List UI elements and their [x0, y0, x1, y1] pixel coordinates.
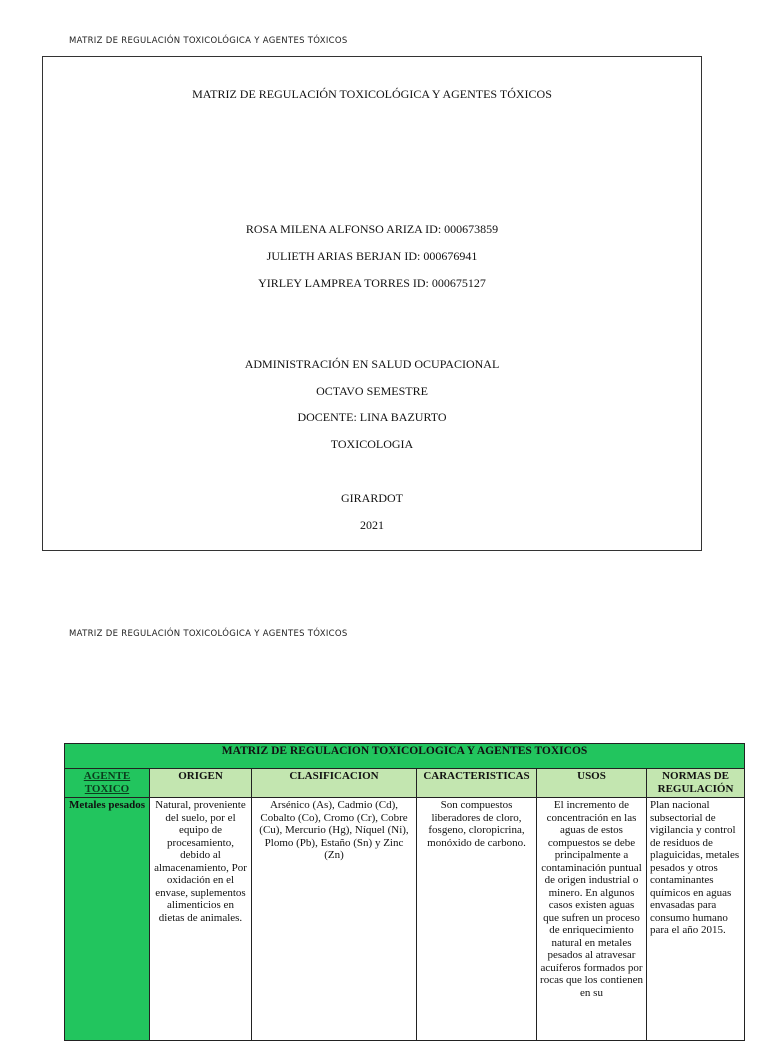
cell-characteristics: Son compuestos liberadores de cloro, fosgeno, cloropicrina, monóxido de carbono. [417, 798, 537, 1041]
cover-teacher: DOCENTE: LINA BAZURTO [297, 410, 447, 424]
header-norms: NORMAS DE REGULACIÓN [647, 769, 745, 798]
table-title-row [65, 744, 745, 769]
table-row [65, 798, 745, 1041]
header-origin: ORIGEN [150, 769, 252, 798]
cover-year: 2021 [360, 518, 384, 532]
cover-author-3: YIRLEY LAMPREA TORRES ID: 000675127 [258, 276, 486, 290]
cover-subject: TOXICOLOGIA [330, 437, 414, 451]
cell-norms: Plan nacional subsectorial de vigilancia y control de residuos de plaguicidas, metales pesados y otros contaminantes químicos en aguas envasadas para consumo humano para el año 2015. [647, 798, 745, 1041]
cover-author-1: ROSA MILENA ALFONSO ARIZA ID: 000673859 [245, 222, 499, 236]
running-header: MATRIZ DE REGULACIÓN TOXICOLÓGICA Y AGENTES TÓXICOS [69, 629, 348, 639]
cover-title: MATRIZ DE REGULACIÓN TOXICOLÓGICA Y AGENTES TÓXICOS [192, 87, 552, 101]
cell-classification: Arsénico (As), Cadmio (Cd), Cobalto (Co), Cromo (Cr), Cobre (Cu), Mercurio (Hg), Níquel (Ni), Plomo (Pb), Estaño (Sn) y Zinc (Zn) [252, 798, 417, 1041]
cell-agent: Metales pesados [65, 798, 150, 1041]
cell-uses: El incremento de concentración en las aguas de estos compuestos se debe principalmente a contaminación puntual de origen industrial o minero. En algunos casos existen aguas que sufren un proceso de enriquecimiento natural en metales pesados al atravesar acuíferos formados por rocas que los contienen en su [537, 798, 647, 1041]
table-title: MATRIZ DE REGULACION TOXICOLOGICA Y AGENTES TOXICOS [65, 744, 745, 769]
header-characteristics: CARACTERISTICAS [417, 769, 537, 798]
cover-program: ADMINISTRACIÓN EN SALUD OCUPACIONAL [244, 357, 500, 371]
cover-semester: OCTAVO SEMESTRE [316, 384, 428, 398]
header-agent: AGENTE TOXICO [65, 769, 150, 798]
regulation-matrix-table [64, 743, 745, 1041]
cover-city: GIRARDOT [341, 491, 403, 505]
running-header: MATRIZ DE REGULACIÓN TOXICOLÓGICA Y AGENTES TÓXICOS [69, 36, 348, 46]
header-classification: CLASIFICACION [252, 769, 417, 798]
cover-author-2: JULIETH ARIAS BERJAN ID: 000676941 [266, 249, 478, 263]
cell-origin: Natural, proveniente del suelo, por el equipo de procesamiento, debido al almacenamiento, Por oxidación en el envase, suplementos alimenticios en dietas de animales. [150, 798, 252, 1041]
header-uses: USOS [537, 769, 647, 798]
cover-page-frame [42, 56, 702, 551]
table-header-row [65, 769, 745, 798]
